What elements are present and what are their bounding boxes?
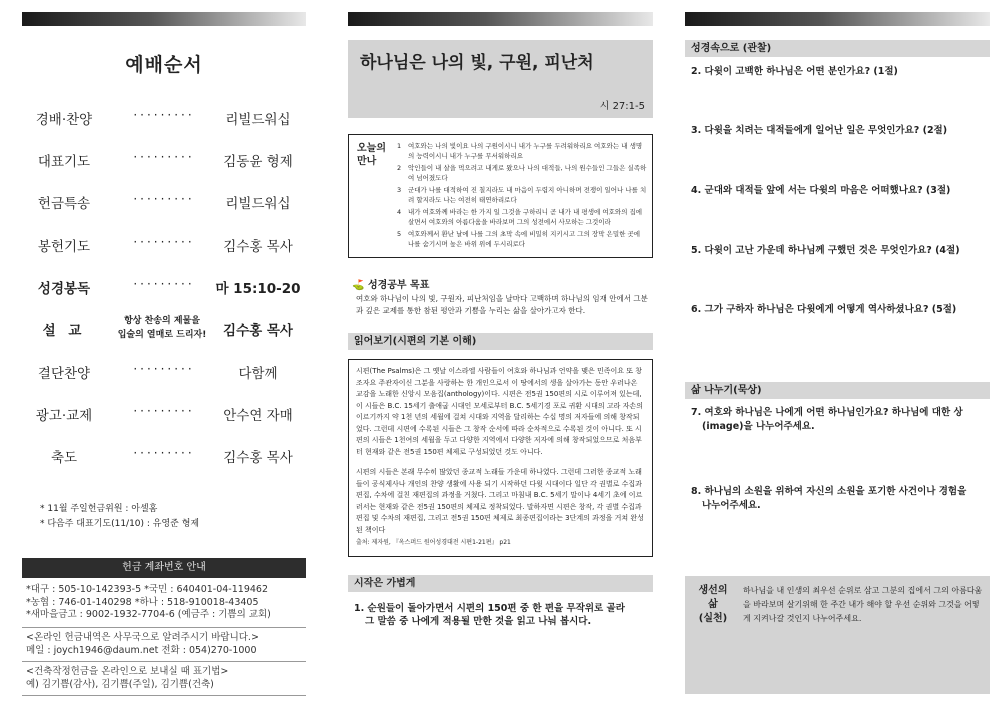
verse-number: 4	[397, 208, 402, 216]
online-offering-notice	[22, 628, 306, 662]
announcement-note: * 다음주 대표기도(11/10) : 유영준 형제	[40, 519, 200, 529]
order-row	[22, 440, 306, 470]
order-row	[22, 144, 306, 174]
discussion-column	[685, 0, 990, 706]
question-line: 7. 여호와 하나님은 나에게 어떤 하나님인가요? 하나님에 대한 상	[691, 407, 963, 418]
order-row	[22, 186, 306, 216]
verse-item	[397, 142, 647, 161]
life-application-text: 하나님을 내 인생의 최우선 순위로 삼고 그분의 집에서 그의 아름다움을 바라보며 살기위해 한 주간 내가 해야 할 우선 순위와 그것을 어떻게 지켜나갈 것인지 나누어주세요.	[743, 586, 983, 623]
order-item-leader: 리빌드워십	[225, 112, 291, 128]
question-line: 8. 하나님의 소원을 위하여 자신의 소원을 포기한 사건이나 경험을	[691, 486, 967, 497]
sharing-section-title: 삶 나누기(묵상)	[685, 382, 990, 399]
order-item-name: 성경봉독	[37, 281, 91, 297]
bible-study-column	[348, 0, 653, 706]
order-item-leader: 다함께	[238, 366, 278, 382]
order-row	[22, 356, 306, 386]
account-info-header: 헌금 계좌번호 안내	[22, 558, 306, 578]
dot-leader: ·········	[133, 277, 195, 291]
golf-flag-icon: ⛳	[352, 280, 365, 291]
order-item-leader: 김수홍 목사	[223, 450, 293, 466]
bank-account-line: *대구 : 505-10-142393-5 *국민 : 640401-04-119462	[26, 584, 268, 595]
label-line: (실천)	[698, 613, 728, 624]
order-item-leader: 안수연 자매	[223, 408, 293, 424]
verse-number: 2	[397, 164, 402, 172]
reading-source: 출처: 제자원, 『옥스퍼드 원어성경대전 시편1-21편』 p21	[356, 539, 511, 546]
worship-order-column	[22, 0, 306, 706]
order-row	[22, 102, 306, 132]
question-line: 나누어주세요.	[702, 500, 761, 511]
order-item-leader: 김수홍 목사	[223, 239, 293, 255]
order-item-name: 광고·교제	[35, 408, 93, 424]
order-item-name: 대표기도	[37, 154, 91, 170]
contact-info: 메일 : joych1946@daum.net 전화 : 054)270-1000	[26, 644, 257, 656]
icebreaker-section-title: 시작은 가볍게	[348, 575, 653, 592]
icebreaker-question	[354, 602, 649, 628]
order-item-leader: 김동윤 형제	[223, 154, 293, 170]
verse-item	[397, 186, 647, 205]
dot-leader: ·········	[133, 150, 195, 164]
building-offering-title: <건축작정헌금을 온라인으로 보내실 때 표기법>	[26, 666, 229, 677]
reading-paragraph: 시편의 시들은 본래 무수히 많았던 종교적 노래들 가운데 하나였다. 그런데 그러한 종교적 노래들이 공식제사나 개인의 찬양 생활에 사용 되기 시작하던 다윗 시대이다 일단 각 권별로 수집과 편집, 수차에 걸친 재편집의 과정을 거쳤다. 그리고 마침내 B.C. 5세기 말이나 4세기 초에 이르러서는 현재와 같은 전5권 150편의 체제로 정착되었다. 말하자면 시편은 창작, 각 권별 수집과 편집 및 수차의 재편집, 그리고 전5권 150편 체제로 최종편집이라는 3단계의 과정을 거쳐 완성된 책이다	[356, 468, 644, 534]
worship-order-title: 예배순서	[125, 54, 203, 76]
reading-box	[348, 359, 653, 557]
verse-text: 악인들이 내 살을 먹으려고 내게로 왔으나 나의 대적들, 나의 원수들인 그들은 실족하여 넘어졌도다	[408, 164, 647, 182]
sermon-title-line: 항상 찬송의 제물을	[124, 316, 200, 326]
verse-text: 내가 여호와께 바라는 한 가지 일 그것을 구하리니 곧 내가 내 평생에 여호와의 집에 살면서 여호와의 아름다움을 바라보며 그의 성전에서 사모하는 그것이라	[408, 208, 643, 226]
order-row	[22, 313, 306, 343]
observation-question: 2. 다윗이 고백한 하나님은 어떤 분인가요? (1절)	[691, 66, 898, 77]
todays-manna-label	[357, 142, 386, 168]
order-item-name: 헌금특송	[37, 196, 91, 212]
dot-leader: ·········	[133, 404, 195, 418]
scripture-reference: 시 27:1-5	[599, 101, 645, 112]
observation-question: 6. 그가 구하자 하나님은 다윗에게 어떻게 역사하셨나요? (5절)	[691, 304, 957, 315]
building-offering-example: 예) 김기쁨(감사), 김기쁨(주일), 김기쁨(건축)	[26, 678, 214, 690]
observation-question: 5. 다윗이 고난 가운데 하나님께 구했던 것은 무엇인가요? (4절)	[691, 245, 960, 256]
study-goal-title: 성경공부 목표	[367, 280, 430, 291]
order-row	[22, 271, 306, 301]
bank-account-list	[22, 580, 306, 628]
label-line: 오늘의	[357, 143, 386, 154]
order-item-leader: 마 15:10-20	[215, 281, 301, 297]
order-item-leader: 리빌드워십	[225, 196, 291, 212]
order-item-name: 축도	[50, 450, 78, 466]
order-item-leader: 김수홍 목사	[223, 323, 293, 339]
order-row	[22, 229, 306, 259]
dot-leader: ·········	[133, 108, 195, 122]
announcement-note: * 11월 주일헌금위원 : 아셀홈	[40, 504, 158, 514]
observation-section-title: 성경속으로 (관찰)	[685, 40, 990, 57]
question-line: 그 말씀 중 나에게 적용될 만한 것을 읽고 나눠 봅시다.	[365, 616, 592, 627]
order-item-name: 설 교	[42, 323, 86, 339]
observation-question: 3. 다윗을 치려는 대적들에게 일어난 일은 무엇인가요? (2절)	[691, 125, 948, 136]
study-goal-text: 여호와 하나님이 나의 빛, 구원자, 피난처임을 날마다 고백하며 하나님의 임재 안에서 그분과 깊은 교제를 통한 참된 평안과 기쁨을 누리는 삶을 살아가고자 한다.	[356, 294, 648, 315]
verse-item	[397, 230, 647, 249]
verse-text: 군대가 나를 대적하여 진 칠지라도 내 마음이 두렵지 아니하며 전쟁이 일어나 나를 치려 할지라도 나는 여전히 태연하리로다	[408, 186, 647, 204]
sharing-question	[691, 406, 986, 434]
sermon-title	[108, 314, 216, 342]
verse-text: 여호와는 나의 빛이요 나의 구원이시니 내가 누구를 두려워하리요 여호와는 내 생명의 능력이시니 내가 누구를 무서워하리요	[408, 142, 643, 160]
order-row	[22, 398, 306, 428]
bank-account-line: *농협 : 746-01-140298 *하나 : 518-910018-43405	[26, 596, 259, 608]
verse-item	[397, 164, 647, 183]
question-line: (image)을 나누어주세요.	[702, 421, 815, 432]
order-item-name: 결단찬양	[37, 366, 91, 382]
life-application-label	[693, 584, 733, 626]
sermon-title-line: 입술의 열매로 드리자!	[117, 330, 207, 340]
observation-question: 4. 군대와 대적들 앞에 서는 다윗의 마음은 어떠했나요? (3절)	[691, 185, 951, 196]
bank-account-line: *새마을금고 : 9002-1932-7704-6 (예금주 : 기쁨의 교회)	[26, 609, 271, 620]
dot-leader: ·········	[133, 446, 195, 460]
todays-manna-box	[348, 134, 653, 258]
building-offering-notice	[22, 662, 306, 696]
reading-section-title: 읽어보기(시편의 기본 이해)	[348, 333, 653, 350]
study-goal-heading	[352, 276, 429, 291]
life-application-box	[685, 576, 990, 694]
verse-text: 여호와께서 환난 날에 나를 그의 초막 속에 비밀히 지키시고 그의 장막 은밀한 곳에 나를 숨기시며 높은 바위 위에 두시리로다	[408, 230, 641, 248]
dot-leader: ·········	[133, 192, 195, 206]
question-line: 1. 순원들이 돌아가면서 시편의 150편 중 한 편을 무작위로 골라	[354, 603, 625, 614]
study-title: 하나님은 나의 빛, 구원, 피난처	[360, 53, 594, 73]
order-item-name: 경배·찬양	[35, 112, 93, 128]
verse-number: 1	[397, 142, 402, 150]
verse-item	[397, 208, 647, 227]
study-title-box	[348, 40, 653, 118]
order-item-name: 봉헌기도	[37, 239, 91, 255]
dot-leader: ·········	[133, 235, 195, 249]
label-line: 만나	[357, 156, 377, 167]
dot-leader: ·········	[133, 362, 195, 376]
label-line: 생선의 삶	[698, 585, 728, 610]
online-offering-title: <온라인 헌금내역은 사무국으로 알려주시기 바랍니다.>	[26, 632, 259, 643]
verse-number: 5	[397, 230, 402, 238]
verse-number: 3	[397, 186, 402, 194]
sharing-question	[691, 485, 986, 513]
reading-paragraph: 시편(The Psalms)은 그 옛날 이스라엘 사람들이 여호와 하나님과 언약을 맺은 민족이요 또 창조자요 주관자이신 그분을 사랑하는 한 개인으로서 이 땅에서의 생을 살아가는 동안 우러나온 교감을 노래한 신앙시 모음집(anthology)이다. 시편은 전5권 150편의 시로 이루어져 있는데, 이 시들은 B.C. 15세기 출애굽 시대인 모세로부터 B.C. 5세기경 포로 귀환 시대의 고라 자손의 이르기까지 약 1천 년의 세월에 걸쳐 시대와 지역을 달리하는 수십 명의 저자들에 의해 창작되었다. 그런데 시편에 수록된 시들은 그 창작 순서에 따라 순차적으로 수록된 것이 아니다. 또 시편의 시들은 1천여의 세월을 두고 다양한 지역에서 다양한 저자에 의해 창작되었으므로 처음부터 현재와 같은 전5권 150편 체제로 구성되었던 것도 아니다.	[356, 367, 643, 456]
